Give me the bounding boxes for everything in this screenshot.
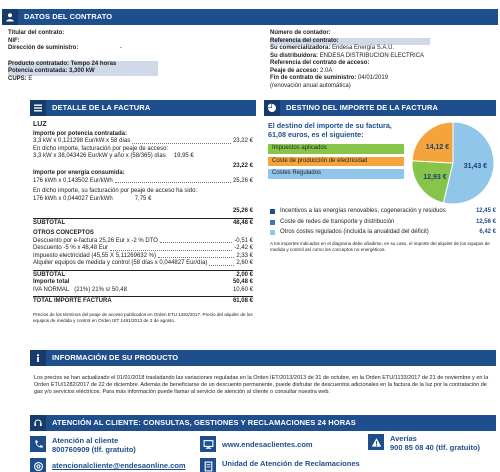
contract-title: DATOS DEL CONTRATO (24, 12, 113, 22)
other-concept-row: Impuesto electricidad (45,55 X 5,11269632 %) 2,33 € (33, 252, 253, 259)
warning-icon (368, 434, 384, 450)
contract-left (8, 30, 248, 83)
legend-swatch (270, 220, 275, 225)
band-impuestos: Impuestos aplicados (268, 144, 404, 154)
power-total: 23,22 € (232, 162, 253, 169)
pie-chart-icon (264, 100, 280, 116)
legend-row: Coste de redes de transporte y distribución 12,56 € (270, 219, 496, 227)
power-line: 3,3 kW x 0,121298 Eur/kW x 58 días 23,22 € (33, 138, 253, 145)
contact-web[interactable] (200, 436, 313, 452)
contract-field: Titular del contrato: (8, 30, 65, 36)
contract-right (270, 30, 498, 90)
invoice-detail (33, 121, 253, 324)
energy-note: En dicho importe, su facturación por peaje de acceso ha sido: (33, 188, 198, 195)
document-icon (200, 458, 216, 472)
list-icon (30, 100, 46, 116)
destination-title: DESTINO DEL IMPORTE DE LA FACTURA (286, 103, 439, 113)
destination-header (264, 100, 496, 116)
pie-data-label: 31,43 € (463, 163, 488, 171)
product-text: Los precios se han actualizado el 01/01/2018 trasladando las variaciones reguladas en la Orden IET/2013/2013 de 31 de octubre, en la Orden ETU/1133/2017 de 21 de noviembre y en la Orden ETU/1282/2017 de 22 de diciembre. Además de beneficiarse de un descuento permanente, puede disfrutar de descuentos adicionales en la factura de la luz por la contratación de gas y/o servicios eléctricos. Para más información puede llamar al servicio de atención al cliente o consultar nuestra web. (34, 375, 489, 396)
breakdown-number: 900 85 08 40 (tlf. gratuito) (390, 443, 481, 452)
contract-field: Fin de contrato de suministro: 04/01/2019 (270, 75, 389, 81)
contract-field: Referencia del contrato de acceso: (270, 60, 370, 66)
contact-email[interactable] (30, 458, 186, 472)
total-row: Importe total 50,48 € (33, 279, 253, 286)
web-link[interactable]: www.endesaclientes.com (222, 440, 313, 449)
contact-claims[interactable] (200, 458, 360, 472)
phone-number: 800760909 (tlf. gratuito) (52, 445, 136, 454)
user-icon (2, 9, 18, 25)
luz-heading: LUZ (33, 121, 47, 128)
product-title: INFORMACIÓN DE SU PRODUCTO (52, 353, 179, 363)
destination-pie-chart (408, 118, 498, 208)
other-concept-row: Descuento por e-factura 25,26 Eur x -2 % DTO -0,51 € (33, 237, 253, 244)
pie-data-label: 12,93 € (423, 173, 447, 181)
legend-row: Incentivos a las energías renovables, cogeneración y residuos 12,45 € (270, 208, 496, 216)
power-heading: Importe por potencia contratada: (33, 130, 128, 137)
monitor-icon (200, 436, 216, 452)
band-regulados: Costes Regulados (268, 169, 404, 179)
other-concept-row: Alquiler equipos de medida y control (58 días x 0,044827 Eur/día) 2,60 € (33, 260, 253, 267)
invoice-title: DETALLE DE LA FACTURA (52, 103, 151, 113)
contract-field: Dirección de suministro: - (8, 45, 123, 51)
energy-line: 176 kWh x 0,143502 Eur/kWh 25,26 € (33, 177, 253, 184)
legend-row: Otros costes regulados (incluida la anualidad del déficit) 6,42 € (270, 229, 496, 237)
legend-swatch (270, 209, 275, 214)
energy-toll-line: 176 kWh x 0,044027 Eur/kWh 7,75 € (33, 195, 152, 202)
contract-field: Su distribuidora: ENDESA DISTRIBUCION ELECTRICA (270, 52, 425, 59)
invoice-header (30, 100, 256, 116)
contract-field: Su comercializadora: Endesa Energía S.A.U. (270, 45, 395, 51)
product-header (30, 350, 496, 366)
contact-phone[interactable] (30, 436, 136, 454)
legend-swatch (270, 230, 275, 235)
contract-field: Número de contador: (270, 30, 331, 36)
power-toll-line: 3,3 kW x 38,043426 Eur/kW y año x (58/365) días 19,95 € (33, 153, 194, 160)
headset-icon (30, 415, 46, 431)
destination-note: A los importes indicados en el diagrama debe añadirse, en su caso, el importe del alquiler de los equipos de medida y control así como los conceptos no energéticos. (270, 240, 490, 252)
info-icon (30, 350, 46, 366)
contract-field: Referencia del contrato: (270, 38, 430, 46)
customer-title: ATENCIÓN AL CLIENTE: CONSULTAS, GESTIONES Y RECLAMACIONES 24 HORAS (52, 418, 356, 428)
destination-legend (270, 208, 496, 253)
contract-header (2, 9, 498, 25)
contract-field: Potencia contratada: 3,300 kW (8, 68, 158, 76)
energy-heading: Importe por energía consumida: (33, 170, 125, 177)
iva-row: IVA NORMAL (21%) 21% s/ 50,48 10,60 € (33, 286, 253, 293)
contact-breakdown[interactable] (368, 434, 480, 452)
claims-label: Unidad de Atención de Reclamaciones (222, 459, 360, 468)
contract-field: NIF: (8, 37, 20, 44)
subtotal-row: SUBTOTAL 48,48 € (33, 219, 253, 226)
contract-field: Peaje de acceso: 2.0A (270, 67, 333, 74)
energy-total: 25,26 € (232, 208, 253, 215)
contract-field (8, 53, 248, 61)
destination-intro-block (268, 121, 408, 182)
destination-intro: El destino del importe de su factura, 61,08 euros, es el siguiente: (268, 121, 392, 139)
phone-label: Atención al cliente (52, 436, 119, 445)
breakdown-label: Averías (390, 434, 417, 443)
others-heading: OTROS CONCEPTOS (33, 230, 94, 237)
pie-slice-produccion (412, 122, 453, 163)
contract-field: CUPS: E (8, 75, 33, 82)
invoice-footnote: Precios de los términos del peaje de acceso publicados en Orden ETU 1282/2017. Precio del alquiler de los equipos de medida y control en Orden IET 1491/2013 de 3 de agosto. (33, 311, 253, 323)
other-concept-row: Descuento -5 % x 48,48 Eur -2,42 € (33, 245, 253, 252)
subtotal2-row: SUBTOTAL 2,00 € (33, 271, 253, 278)
contract-field: (renovación anual automática) (270, 82, 351, 89)
email-link[interactable]: atencionalcliente@endesaonline.com (52, 461, 186, 470)
band-produccion: Coste de producción de electricidad (268, 157, 404, 167)
power-note: En dicho importe, facturación por peaje de acceso: (33, 145, 169, 152)
grand-total-row: TOTAL IMPORTE FACTURA 61,08 € (33, 298, 253, 305)
contract-field: Producto contratado: Tempo 24 horas (8, 61, 158, 69)
pie-data-label: 14,12 € (425, 144, 450, 152)
phone-icon (30, 436, 46, 452)
email-icon (30, 458, 46, 472)
customer-header (30, 415, 496, 431)
